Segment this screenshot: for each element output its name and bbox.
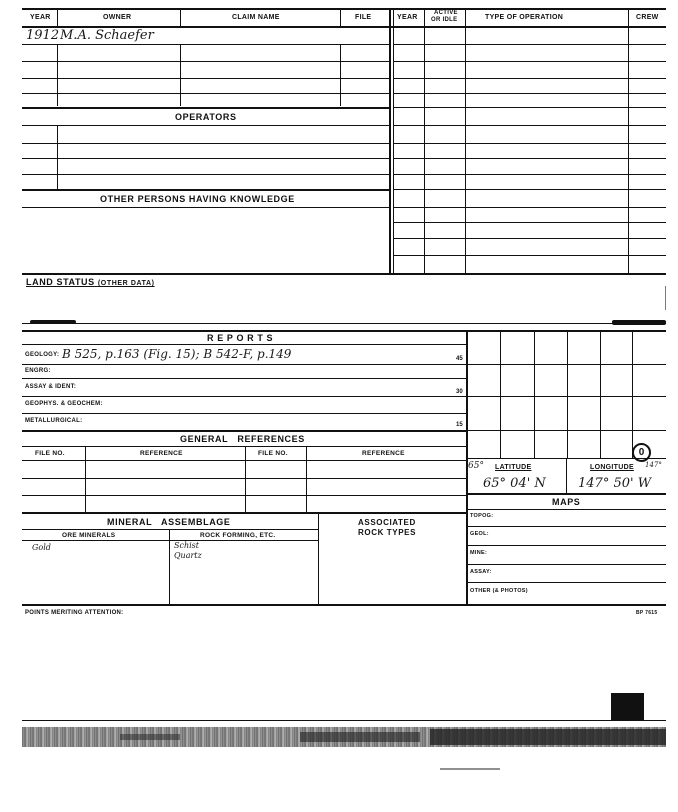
lat-prefix: 65° bbox=[468, 461, 484, 471]
maps-heading: MAPS bbox=[552, 497, 581, 507]
location-circle-marker bbox=[632, 443, 651, 462]
black-square-mark bbox=[611, 693, 644, 721]
scale-30: 30 bbox=[456, 389, 463, 395]
longitude-value: 147° 50' W bbox=[578, 476, 652, 491]
col-year2-header: YEAR bbox=[397, 14, 418, 21]
points-meriting-attention: POINTS MERITING ATTENTION: bbox=[25, 610, 124, 616]
engrg-label: ENGRG: bbox=[25, 368, 51, 374]
col-crew-header: CREW bbox=[636, 14, 659, 21]
owner-entry-name: M.A. Schaefer bbox=[60, 28, 154, 43]
metallurgical-label: METALLURGICAL: bbox=[25, 418, 83, 424]
bottom-rule bbox=[22, 720, 666, 721]
associated-rock-types-2: ROCK TYPES bbox=[358, 528, 417, 537]
geology-value: B 525, p.163 (Fig. 15); B 542-F, p.149 bbox=[62, 347, 292, 361]
reports-heading: R E P O R T S bbox=[207, 333, 274, 343]
ref-reference-2: REFERENCE bbox=[362, 450, 405, 457]
scale-45: 45 bbox=[456, 356, 463, 362]
col-file-header: FILE bbox=[355, 14, 372, 21]
col-claim-name-header: CLAIM NAME bbox=[232, 14, 280, 21]
form-number: BP 7615 bbox=[636, 610, 658, 616]
maps-geol: GEOL: bbox=[470, 531, 489, 537]
col-idle-header: OR IDLE bbox=[431, 17, 458, 23]
assay-ident-label: ASSAY & IDENT: bbox=[25, 384, 77, 390]
col-year-header: YEAR bbox=[30, 14, 51, 21]
operators-heading: OPERATORS bbox=[175, 112, 237, 122]
maps-topog: TOPOG: bbox=[470, 513, 494, 519]
ore-minerals-label: ORE MINERALS bbox=[62, 532, 116, 539]
col-active-header: ACTIVE bbox=[434, 10, 458, 16]
owner-entry-year: 1912 bbox=[26, 28, 60, 43]
latitude-value: 65° 04' N bbox=[483, 476, 546, 491]
mineral-assemblage-heading: MINERAL ASSEMBLAGE bbox=[107, 517, 231, 527]
rock-forming-value-1: Schist bbox=[174, 541, 199, 550]
general-references-heading: GENERAL REFERENCES bbox=[180, 434, 305, 444]
long-suffix: 147° bbox=[645, 461, 662, 469]
ref-file-no-2: FILE NO. bbox=[258, 450, 288, 457]
col-type-operation-header: TYPE OF OPERATION bbox=[485, 14, 564, 21]
longitude-label: LONGITUDE bbox=[590, 464, 634, 471]
rock-forming-label: ROCK FORMING, ETC. bbox=[200, 532, 276, 539]
ref-reference-1: REFERENCE bbox=[140, 450, 183, 457]
land-status-sublabel: (OTHER DATA) bbox=[97, 280, 155, 287]
maps-mine: MINE: bbox=[470, 550, 488, 556]
rock-forming-value-2: Quartz bbox=[174, 551, 202, 560]
land-status-label: LAND STATUS bbox=[26, 277, 95, 287]
land-status-heading bbox=[26, 277, 155, 289]
other-persons-heading: OTHER PERSONS HAVING KNOWLEDGE bbox=[100, 194, 295, 204]
geophys-label: GEOPHYS. & GEOCHEM: bbox=[25, 401, 103, 407]
scale-15: 15 bbox=[456, 422, 463, 428]
maps-assay: ASSAY: bbox=[470, 569, 492, 575]
ore-mineral-value: Gold bbox=[32, 543, 51, 552]
associated-rock-types-1: ASSOCIATED bbox=[358, 518, 416, 527]
ref-file-no-1: FILE NO. bbox=[35, 450, 65, 457]
latitude-label: LATITUDE bbox=[495, 464, 532, 471]
geology-label: GEOLOGY: bbox=[25, 352, 60, 358]
maps-other: OTHER (& PHOTOS) bbox=[470, 588, 528, 594]
location-circle-number: 0 bbox=[638, 447, 645, 458]
col-owner-header: OWNER bbox=[103, 14, 132, 21]
